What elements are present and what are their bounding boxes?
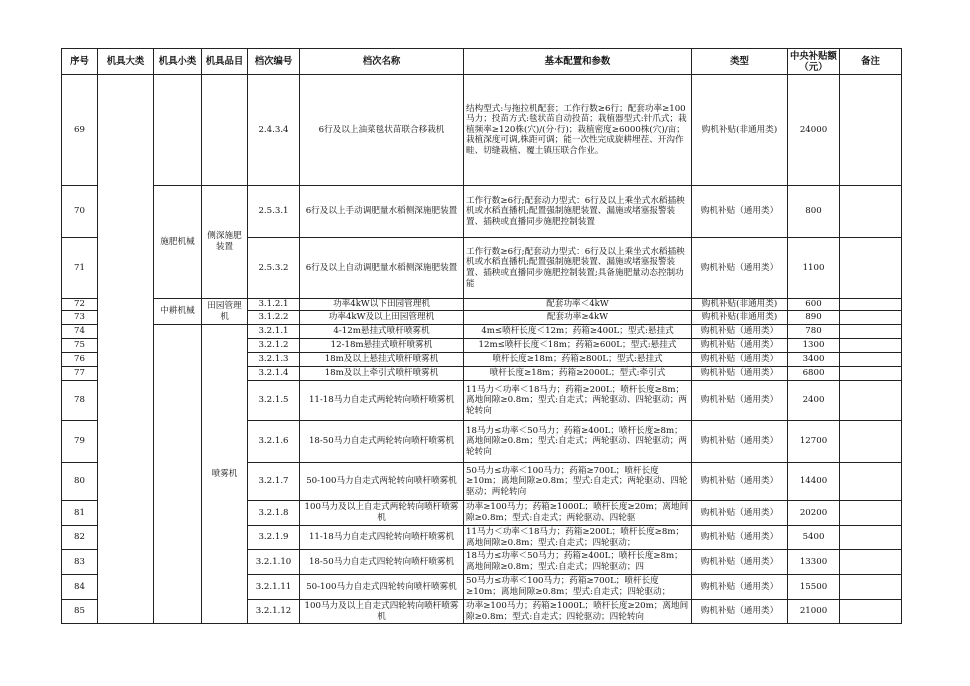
- spec-cell: 11马力＜功率＜18马力；药箱≥200L；喷杆长度≥8m；离地间隙≥0.8m；型式:自走式；两轮驱动、四轮驱动；两轮转向: [464, 381, 692, 421]
- type-cell: 购机补贴（通用类）: [692, 339, 788, 353]
- subcategory-cell: [154, 75, 202, 186]
- amount-cell: 600: [788, 299, 840, 311]
- item-cell: 田园管理机: [202, 299, 248, 325]
- note-cell: [840, 501, 902, 526]
- grade-code: 3.2.1.7: [248, 463, 300, 501]
- note-cell: [840, 325, 902, 339]
- header-cell: 档次名称: [300, 49, 464, 75]
- header-cell: 备注: [840, 49, 902, 75]
- header-cell: 类型: [692, 49, 788, 75]
- header-cell: 机具大类: [98, 49, 154, 75]
- table-row: [62, 186, 902, 238]
- amount-cell: 24000: [788, 75, 840, 186]
- type-cell: 购机补贴（通用类）: [692, 501, 788, 526]
- header-cell: 中央补贴额（元）: [788, 49, 840, 75]
- type-cell: 购机补贴（通用类）: [692, 600, 788, 624]
- amount-cell: 1100: [788, 238, 840, 299]
- row-number: 83: [62, 550, 98, 575]
- row-number: 73: [62, 311, 98, 325]
- grade-name: 6行及以上手动调肥量水稻侧深施肥装置: [300, 186, 464, 238]
- spec-cell: 配套功率≥4kW: [464, 311, 692, 325]
- amount-cell: 6800: [788, 367, 840, 381]
- row-number: 77: [62, 367, 98, 381]
- spec-cell: 50马力≤功率＜100马力；药箱≥700L；喷杆长度≥10m；离地间隙≥0.8m；型式:自走式；四轮驱动；: [464, 575, 692, 600]
- row-number: 71: [62, 238, 98, 299]
- grade-code: 3.1.2.1: [248, 299, 300, 311]
- type-cell: 购机补贴（通用类）: [692, 325, 788, 339]
- header-row: [62, 49, 902, 75]
- spec-cell: 50马力≤功率＜100马力；药箱≥700L；喷杆长度≥10m；离地间隙≥0.8m；型式:自走式；两轮驱动、四轮驱动；两轮转向: [464, 463, 692, 501]
- grade-name: 4-12m悬挂式喷杆喷雾机: [300, 325, 464, 339]
- grade-name: 18m及以上悬挂式喷杆喷雾机: [300, 353, 464, 367]
- grade-name: 12-18m悬挂式喷杆喷雾机: [300, 339, 464, 353]
- type-cell: 购机补贴(非通用类): [692, 311, 788, 325]
- amount-cell: 1300: [788, 339, 840, 353]
- row-number: 80: [62, 463, 98, 501]
- note-cell: [840, 575, 902, 600]
- spec-cell: 功率≥100马力；药箱≥1000L；喷杆长度≥20m；离地间隙≥0.8m；型式:自走式；四轮驱动；四轮转向: [464, 600, 692, 624]
- amount-cell: 14400: [788, 463, 840, 501]
- note-cell: [840, 421, 902, 463]
- grade-code: 3.2.1.3: [248, 353, 300, 367]
- note-cell: [840, 311, 902, 325]
- type-cell: 购机补贴（通用类）: [692, 421, 788, 463]
- grade-code: 3.2.1.5: [248, 381, 300, 421]
- grade-code: 2.5.3.2: [248, 238, 300, 299]
- note-cell: [840, 339, 902, 353]
- amount-cell: 780: [788, 325, 840, 339]
- amount-cell: 890: [788, 311, 840, 325]
- type-cell: 购机补贴（通用类）: [692, 381, 788, 421]
- grade-name: 功率4kW及以上田园管理机: [300, 311, 464, 325]
- grade-name: 11-18马力自走式两轮转向喷杆喷雾机: [300, 381, 464, 421]
- grade-name: 100马力及以上自走式四轮转向喷杆喷雾机: [300, 600, 464, 624]
- grade-name: 18-50马力自走式两轮转向喷杆喷雾机: [300, 421, 464, 463]
- note-cell: [840, 299, 902, 311]
- row-number: 75: [62, 339, 98, 353]
- header-cell: 机具品目: [202, 49, 248, 75]
- type-cell: 购机补贴（通用类）: [692, 186, 788, 238]
- type-cell: 购机补贴（通用类）: [692, 550, 788, 575]
- row-number: 82: [62, 526, 98, 550]
- note-cell: [840, 526, 902, 550]
- row-number: 78: [62, 381, 98, 421]
- note-cell: [840, 353, 902, 367]
- grade-code: 3.2.1.9: [248, 526, 300, 550]
- note-cell: [840, 186, 902, 238]
- grade-name: 100马力及以上自走式两轮转向喷杆喷雾机: [300, 501, 464, 526]
- spec-cell: 11马力＜功率＜18马力；药箱≥200L；喷杆长度≥8m；离地间隙≥0.8m；型式:自走式；四轮驱动；: [464, 526, 692, 550]
- row-number: 76: [62, 353, 98, 367]
- note-cell: [840, 381, 902, 421]
- note-cell: [840, 550, 902, 575]
- row-number: 69: [62, 75, 98, 186]
- note-cell: [840, 238, 902, 299]
- type-cell: 购机补贴（通用类）: [692, 367, 788, 381]
- spec-cell: 配套功率＜4kW: [464, 299, 692, 311]
- grade-code: 3.2.1.6: [248, 421, 300, 463]
- amount-cell: 15500: [788, 575, 840, 600]
- table-row: [62, 325, 902, 339]
- grade-code: 3.2.1.8: [248, 501, 300, 526]
- grade-code: 3.1.2.2: [248, 311, 300, 325]
- amount-cell: 2400: [788, 381, 840, 421]
- note-cell: [840, 600, 902, 624]
- spec-cell: 喷杆长度≥18m；药箱≥800L；型式:悬挂式: [464, 353, 692, 367]
- grade-code: 3.2.1.4: [248, 367, 300, 381]
- grade-name: 6行及以上自动调肥量水稻侧深施肥装置: [300, 238, 464, 299]
- grade-code: 3.2.1.10: [248, 550, 300, 575]
- spec-cell: 工作行数≥6行;配套动力型式：6行及以上乘坐式水稻插秧机或水稻直播机;配置强制施肥装置、漏施或堵塞报警装置、插秧或直播同步施肥控制装置: [464, 186, 692, 238]
- type-cell: 购机补贴（通用类）: [692, 526, 788, 550]
- row-number: 79: [62, 421, 98, 463]
- type-cell: 购机补贴（通用类）: [692, 575, 788, 600]
- grade-name: 18m及以上牵引式喷杆喷雾机: [300, 367, 464, 381]
- amount-cell: 3400: [788, 353, 840, 367]
- spec-cell: 喷杆长度≥18m；药箱≥2000L；型式:牵引式: [464, 367, 692, 381]
- grade-code: 3.2.1.2: [248, 339, 300, 353]
- spec-cell: 功率≥100马力；药箱≥1000L；喷杆长度≥20m；离地间隙≥0.8m；型式:自走式；两轮驱动、四轮驱: [464, 501, 692, 526]
- grade-code: 2.5.3.1: [248, 186, 300, 238]
- type-cell: 购机补贴(非通用类): [692, 75, 788, 186]
- spec-cell: 工作行数≥6行;配套动力型式：6行及以上乘坐式水稻插秧机或水稻直播机;配置强制施肥装置、漏施或堵塞报警装置、插秧或直播同步施肥控制装置;具备施肥量动态控制功能: [464, 238, 692, 299]
- row-number: 74: [62, 325, 98, 339]
- row-number: 84: [62, 575, 98, 600]
- item-cell: [202, 75, 248, 186]
- note-cell: [840, 75, 902, 186]
- amount-cell: 13300: [788, 550, 840, 575]
- note-cell: [840, 463, 902, 501]
- category-cell: [98, 75, 154, 624]
- item-cell: 侧深施肥装置: [202, 186, 248, 299]
- table-row: [62, 299, 902, 311]
- row-number: 81: [62, 501, 98, 526]
- grade-code: 2.4.3.4: [248, 75, 300, 186]
- header-cell: 序号: [62, 49, 98, 75]
- grade-name: 50-100马力自走式两轮转向喷杆喷雾机: [300, 463, 464, 501]
- row-number: 70: [62, 186, 98, 238]
- grade-name: 11-18马力自走式四轮转向喷杆喷雾机: [300, 526, 464, 550]
- type-cell: 购机补贴（通用类）: [692, 238, 788, 299]
- header-cell: 机具小类: [154, 49, 202, 75]
- header-cell: 基本配置和参数: [464, 49, 692, 75]
- subsidy-table: [61, 48, 902, 624]
- grade-name: 50-100马力自走式四轮转向喷杆喷雾机: [300, 575, 464, 600]
- amount-cell: 21000: [788, 600, 840, 624]
- table-row: [62, 75, 902, 186]
- item-cell: 喷雾机: [202, 325, 248, 624]
- grade-code: 3.2.1.1: [248, 325, 300, 339]
- subcategory-cell: 施肥机械: [154, 186, 202, 299]
- grade-code: 3.2.1.11: [248, 575, 300, 600]
- grade-code: 3.2.1.12: [248, 600, 300, 624]
- spec-cell: 4m≤喷杆长度＜12m；药箱≥400L；型式:悬挂式: [464, 325, 692, 339]
- spec-cell: 结构型式:与拖拉机配套；工作行数≥6行；配套功率≥100马力；投苗方式:毯状苗自动投苗；栽植器型式:针爪式；栽植频率≥120株(穴)/(分·行)；栽植密度≥6000株(穴)/亩；栽植深度可调,株距可调；能一次性完成旋耕埋茬、开沟作畦、切缝栽植、覆土镇压联合作业。: [464, 75, 692, 186]
- grade-name: 6行及以上油菜毯状苗联合移栽机: [300, 75, 464, 186]
- amount-cell: 800: [788, 186, 840, 238]
- subcategory-cell: 中耕机械: [154, 299, 202, 325]
- spec-cell: 18马力≤功率＜50马力；药箱≥400L；喷杆长度≥8m；离地间隙≥0.8m；型式:自走式；四轮驱动；四: [464, 550, 692, 575]
- amount-cell: 20200: [788, 501, 840, 526]
- subcategory-cell: [154, 325, 202, 624]
- row-number: 72: [62, 299, 98, 311]
- header-cell: 档次编号: [248, 49, 300, 75]
- amount-cell: 12700: [788, 421, 840, 463]
- amount-cell: 5400: [788, 526, 840, 550]
- type-cell: 购机补贴（通用类）: [692, 353, 788, 367]
- grade-name: 18-50马力自走式四轮转向喷杆喷雾机: [300, 550, 464, 575]
- note-cell: [840, 367, 902, 381]
- spec-cell: 18马力≤功率＜50马力；药箱≥400L；喷杆长度≥8m；离地间隙≥0.8m；型式:自走式；两轮驱动、四轮驱动；两轮转向: [464, 421, 692, 463]
- row-number: 85: [62, 600, 98, 624]
- spec-cell: 12m≤喷杆长度＜18m；药箱≥600L；型式:悬挂式: [464, 339, 692, 353]
- type-cell: 购机补贴（通用类）: [692, 463, 788, 501]
- type-cell: 购机补贴(非通用类): [692, 299, 788, 311]
- grade-name: 功率4kW以下田园管理机: [300, 299, 464, 311]
